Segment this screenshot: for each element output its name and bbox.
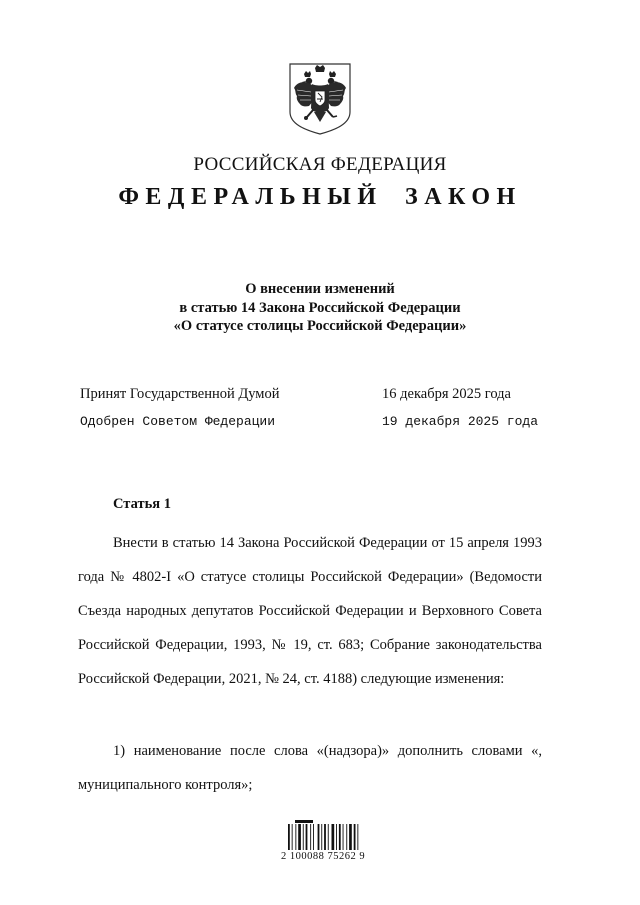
barcode-number: 2 100088 75262 9 xyxy=(280,851,366,862)
adopted-by-duma-label: Принят Государственной Думой xyxy=(80,386,280,402)
law-title-line: в статью 14 Закона Российской Федерации xyxy=(179,299,461,316)
document-type: ФЕДЕРАЛЬНЫЙ ЗАКОН xyxy=(118,184,522,210)
article-paragraph: Внести в статью 14 Закона Российской Федерации от 15 апреля 1993 года № 4802-I «О статусе столицы Российской Федерации» (Ведомости Съезда народных депутатов Российской Федерации и Верховного Совета Российской Федерации, 1993, № 19, ст. 683; Собрание законодательства Российской Федерации, 2021, № 24, ст. 4188) следующие изменения: xyxy=(78,535,542,687)
article-paragraph: 1) наименование после слова «(надзора)» дополнить словами «, муниципального контроля»; xyxy=(78,743,542,793)
law-title-line: О внесении изменений xyxy=(245,281,395,297)
law-title xyxy=(60,280,580,336)
double-headed-eagle-coat-of-arms-icon xyxy=(287,62,353,136)
law-title-line: «О статусе столицы Российской Федерации» xyxy=(173,318,467,334)
barcode-icon xyxy=(287,820,365,850)
approved-by-council-date: 19 декабря 2025 года xyxy=(382,414,539,429)
adopted-by-duma-date: 16 декабря 2025 года xyxy=(382,386,511,402)
article-heading: Статья 1 xyxy=(113,496,171,512)
approved-by-council-label: Одобрен Советом Федерации xyxy=(80,414,276,429)
country-name: РОССИЙСКАЯ ФЕДЕРАЦИЯ xyxy=(193,154,447,175)
